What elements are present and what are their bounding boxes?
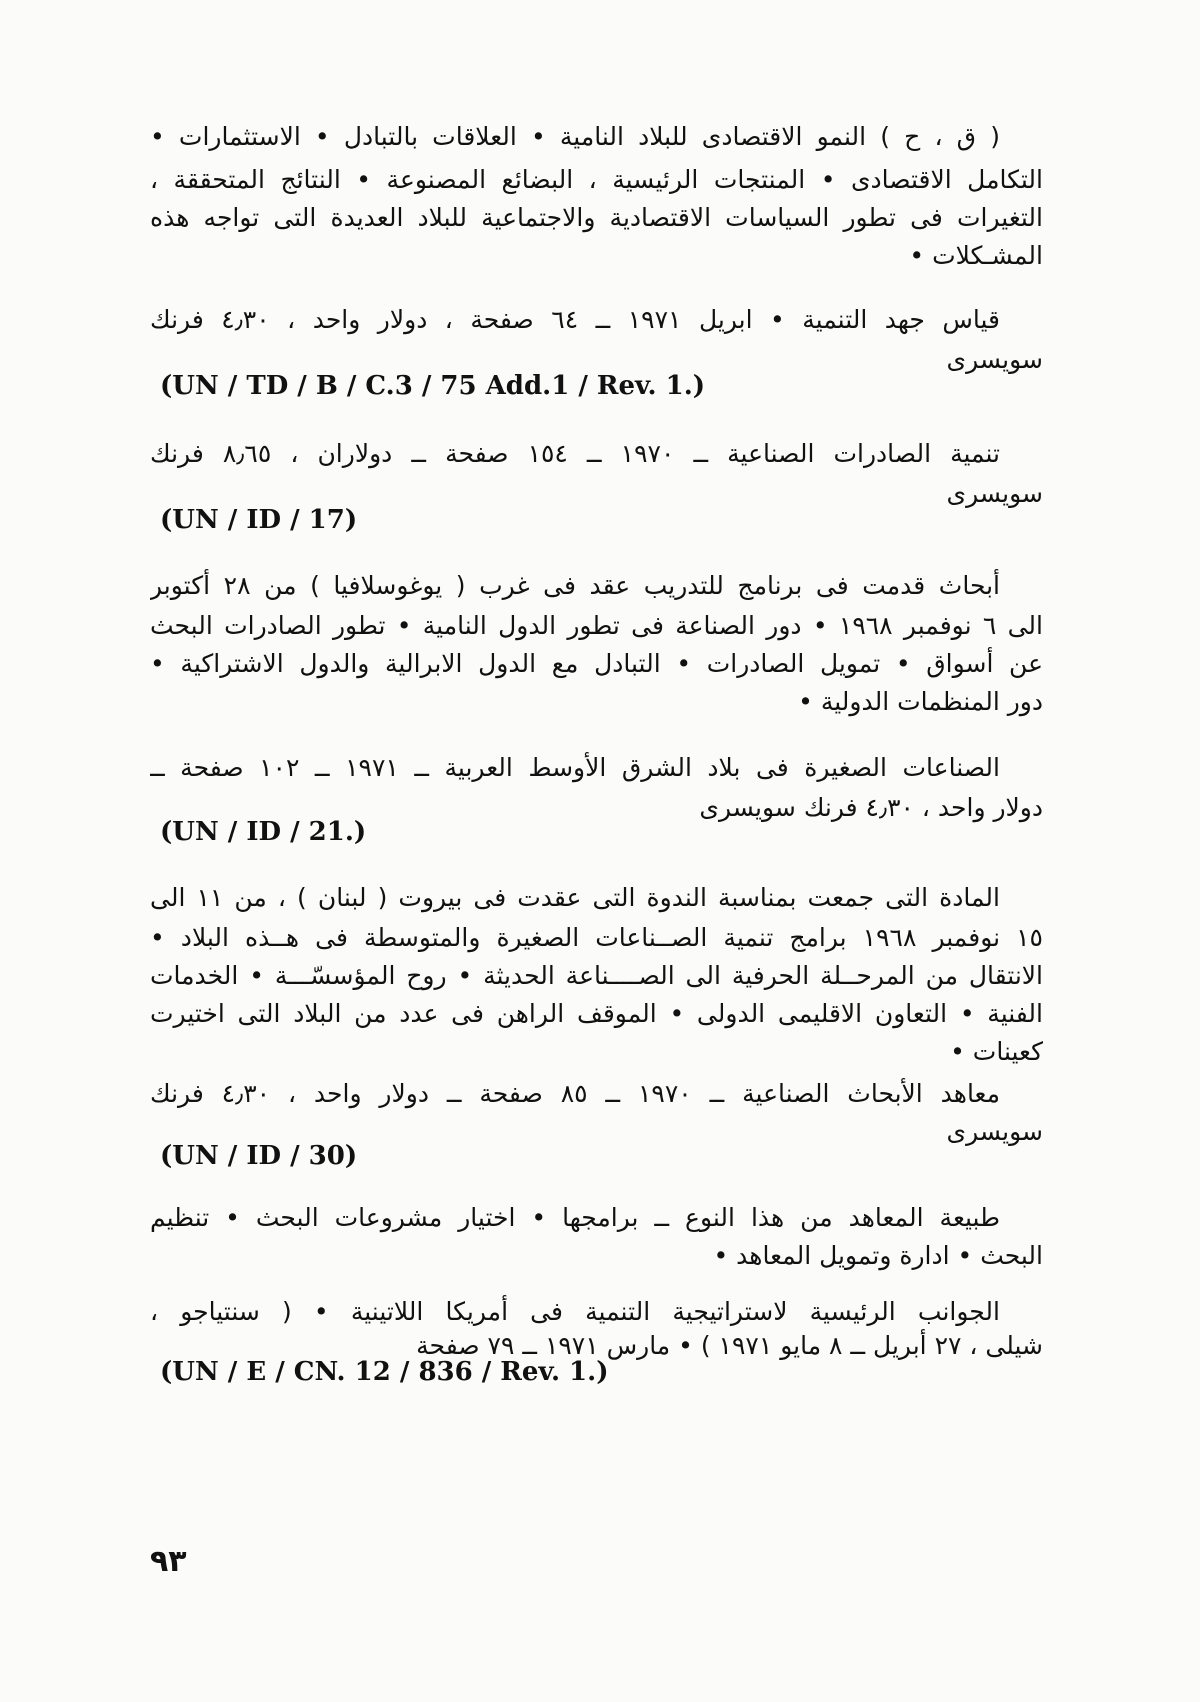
entry-6-line-3: الانتقال من المرحــلة الحرفية الى الصــــناعة الحديثة • روح المؤسسّـــة • الخدمات: [150, 961, 1043, 990]
entry-6-line-1: المادة التى جمعت بمناسبة الندوة التى عقدت فى بيروت ( لبنان ) ، من ١١ الى: [150, 883, 1000, 912]
entry-4-line-3: عن أسواق • تمويل الصادرات • التبادل مع الدول الابرالية والدول الاشتراكية •: [150, 649, 1043, 678]
entry-3-code: (UN / ID / 17): [160, 505, 358, 535]
entry-5-line-1: الصناعات الصغيرة فى بلاد الشرق الأوسط العربية ــ ١٩٧١ ــ ١٠٢ صفحة ــ: [150, 753, 1000, 782]
entry-7-code: (UN / ID / 30): [160, 1141, 358, 1171]
entry-3-line-1: تنمية الصادرات الصناعية ــ ١٩٧٠ ــ ١٥٤ صفحة ــ دولاران ، ٨٫٦٥ فرنك: [150, 439, 1000, 468]
entry-3-line-2: سويسرى: [946, 479, 1043, 508]
entry-4-line-4: دور المنظمات الدولية •: [798, 687, 1043, 716]
entry-5-code: (UN / ID / 21.): [160, 817, 367, 847]
entry-1-line-1: ( ق ، ح ) النمو الاقتصادى للبلاد النامية • العلاقات بالتبادل • الاستثمارات •: [150, 122, 1000, 151]
entry-1-line-2: التكامل الاقتصادى • المنتجات الرئيسية ، البضائع المصنوعة • النتائج المتحققة ،: [150, 165, 1043, 194]
entry-6-line-5: كعينات •: [950, 1037, 1043, 1066]
entry-8-line-2: البحث • ادارة وتمويل المعاهد •: [713, 1241, 1043, 1270]
entry-6-line-2: ١٥ نوفمبر ١٩٦٨ برامج تنمية الصــناعات الصغيرة والمتوسطة فى هــذه البلاد •: [150, 923, 1043, 952]
entry-1-line-4: المشـكلات •: [909, 241, 1043, 270]
entry-9-code: (UN / E / CN. 12 / 836 / Rev. 1.): [160, 1357, 609, 1387]
entry-7-line-2: سويسرى: [946, 1117, 1043, 1146]
entry-4-line-1: أبحاث قدمت فى برنامج للتدريب عقد فى غرب ( يوغوسلافيا ) من ٢٨ أكتوبر: [150, 571, 1000, 600]
entry-6-line-4: الفنية • التعاون الاقليمى الدولى • الموقف الراهن فى عدد من البلاد التى اختيرت: [150, 999, 1043, 1028]
page-number: ٩٣: [150, 1544, 187, 1579]
entry-2-code: (UN / TD / B / C.3 / 75 Add.1 / Rev. 1.): [160, 371, 706, 401]
entry-9-line-2: شيلى ، ٢٧ أبريل ــ ٨ مايو ١٩٧١ ) • مارس ١٩٧١ ــ ٧٩ صفحة: [416, 1331, 1043, 1360]
entry-7-line-1: معاهد الأبحاث الصناعية ــ ١٩٧٠ ــ ٨٥ صفحة ــ دولار واحد ، ٤٫٣٠ فرنك: [150, 1079, 1000, 1108]
entry-2-line-2: سويسرى: [946, 345, 1043, 374]
entry-4-line-2: الى ٦ نوفمبر ١٩٦٨ • دور الصناعة فى تطور الدول النامية • تطور الصادرات البحث: [150, 611, 1043, 640]
entry-8-line-1: طبيعة المعاهد من هذا النوع ــ برامجها • اختيار مشروعات البحث • تنظيم: [150, 1203, 1000, 1232]
entry-9-line-1: الجوانب الرئيسية لاستراتيجية التنمية فى أمريكا اللاتينية • ( سنتياجو ،: [150, 1297, 1000, 1326]
entry-2-line-1: قياس جهد التنمية • ابريل ١٩٧١ ــ ٦٤ صفحة ، دولار واحد ، ٤٫٣٠ فرنك: [150, 305, 1000, 334]
entry-1-line-3: التغيرات فى تطور السياسات الاقتصادية والاجتماعية للبلاد العديدة التى تواجه هذه: [150, 203, 1043, 232]
entry-5-line-2: دولار واحد ، ٤٫٣٠ فرنك سويسرى: [699, 793, 1043, 822]
